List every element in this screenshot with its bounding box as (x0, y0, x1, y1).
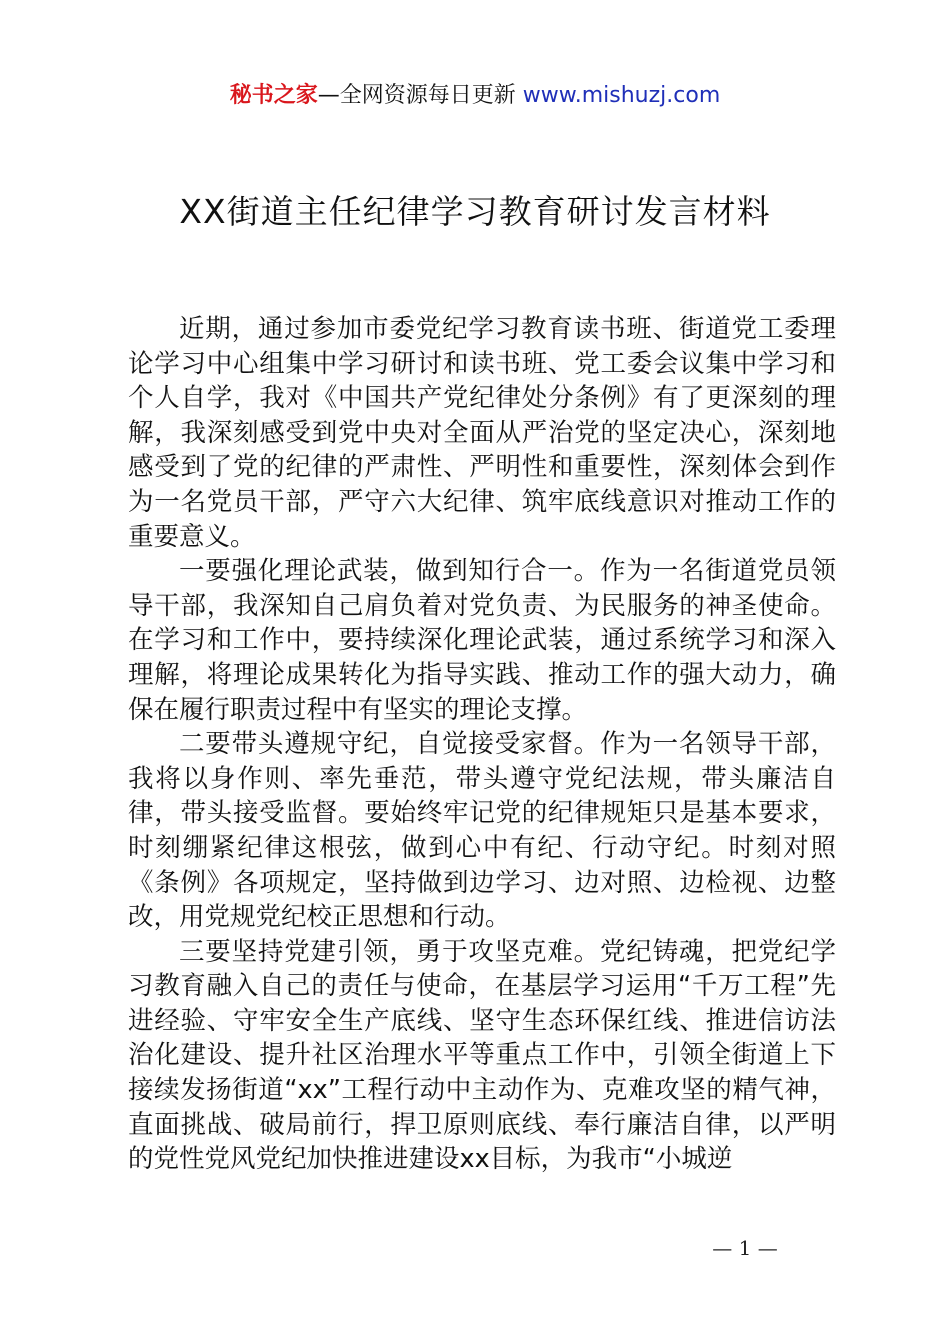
brand-name: 秘书之家 (229, 83, 318, 108)
document-title: XX街道主任纪律学习教育研讨发言材料 (179, 192, 771, 231)
site-banner (0, 80, 950, 112)
site-url-link[interactable]: www.mishuzj.com (522, 83, 721, 108)
document-body (128, 312, 836, 1177)
page-number: — 1 — (712, 1236, 778, 1260)
paragraph-point-two: 二要带头遵规守纪，自觉接受家督。作为一名领导干部，我将以身作则、率先垂范，带头遵守党纪法规，带头廉洁自律，带头接受监督。要始终牢记党的纪律规矩只是基本要求，时刻绷紧纪律这根弦，做到心中有纪、行动守纪。时刻对照《条例》各项规定，坚持做到边学习、边对照、边检视、边整改，用党规党纪校正思想和行动。 (128, 729, 836, 933)
paragraph-point-three: 三要坚持党建引领，勇于攻坚克难。党纪铸魂，把党纪学习教育融入自己的责任与使命，在基层学习运用“千万工程”先进经验、守牢安全生产底线、坚守生态环保红线、推进信访法治化建设、提升社区治理水平等重点工作中，引领全街道上下接续发扬街道“xx”工程行动中主动作为、克难攻坚的精气神，直面挑战、破局前行，捍卫原则底线、奉行廉洁自律，以严明的党性党风党纪加快推进建设xx目标，为我市“小城逆 (128, 936, 836, 1175)
banner-tagline: —全网资源每日更新 (317, 83, 523, 108)
paragraph-intro: 近期，通过参加市委党纪学习教育读书班、街道党工委理论学习中心组集中学习研讨和读书班、党工委会议集中学习和个人自学，我对《中国共产党纪律处分条例》有了更深刻的理解，我深刻感受到党中央对全面从严治党的坚定决心，深刻地感受到了党的纪律的严肃性、严明性和重要性，深刻体会到作为一名党员干部，严守六大纪律、筑牢底线意识对推动工作的重要意义。 (128, 314, 836, 552)
paragraph-point-one: 一要强化理论武装，做到知行合一。作为一名街道党员领导干部，我深知自己肩负着对党负责、为民服务的神圣使命。在学习和工作中，要持续深化理论武装，通过系统学习和深入理解，将理论成果转化为指导实践、推动工作的强大动力，确保在履行职责过程中有坚实的理论支撑。 (128, 556, 836, 725)
